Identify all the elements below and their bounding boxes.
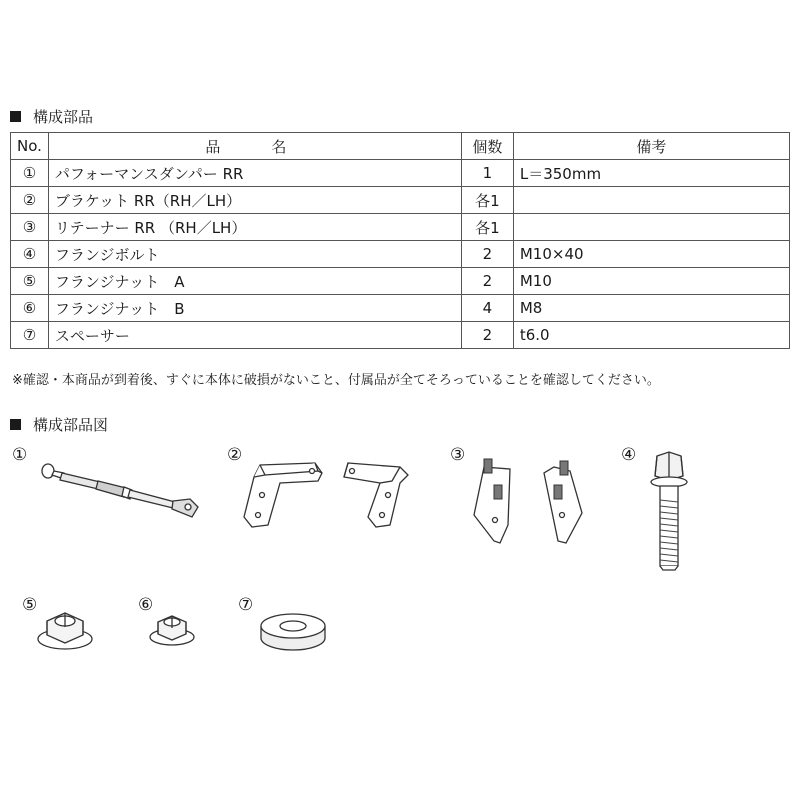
- cell-qty: 1: [461, 160, 513, 187]
- cell-no: ①: [11, 160, 49, 187]
- bolt-icon: [645, 450, 695, 575]
- cell-qty: 2: [461, 241, 513, 268]
- cell-note: [513, 187, 789, 214]
- cell-note: M10×40: [513, 241, 789, 268]
- cell-note: L＝350mm: [513, 160, 789, 187]
- header-no: No.: [11, 133, 49, 160]
- section-heading-diagram: [10, 414, 108, 435]
- header-name: 品 名: [48, 133, 461, 160]
- table-row: [11, 160, 790, 187]
- table-row: [11, 322, 790, 349]
- cell-name: フランジナット A: [48, 268, 461, 295]
- section-heading-label: 構成部品: [33, 108, 94, 126]
- damper-icon: [40, 455, 210, 535]
- part-label-4: ④: [621, 445, 637, 465]
- nut-a-icon: [35, 605, 95, 655]
- confirmation-note: ※確認・本商品が到着後、すぐに本体に破損がないこと、付属品が全てそろっていることを確認してください。: [12, 373, 660, 388]
- cell-no: ④: [11, 241, 49, 268]
- cell-name: リテーナー RR （RH／LH）: [48, 214, 461, 241]
- cell-no: ⑥: [11, 295, 49, 322]
- retainer-icon: [470, 455, 590, 550]
- cell-qty: 4: [461, 295, 513, 322]
- part-label-3: ③: [450, 445, 466, 465]
- bracket-icon: [240, 455, 420, 535]
- part-label-5: ⑤: [22, 595, 38, 615]
- cell-note: M8: [513, 295, 789, 322]
- section-heading-label: 構成部品図: [33, 416, 109, 434]
- table-row: [11, 241, 790, 268]
- cell-qty: 2: [461, 268, 513, 295]
- table-row: [11, 214, 790, 241]
- cell-qty: 各1: [461, 187, 513, 214]
- cell-name: フランジナット B: [48, 295, 461, 322]
- part-label-6: ⑥: [138, 595, 154, 615]
- cell-name: フランジボルト: [48, 241, 461, 268]
- table-row: [11, 187, 790, 214]
- square-bullet-icon: [10, 111, 21, 122]
- cell-note: M10: [513, 268, 789, 295]
- cell-name: パフォーマンスダンパー RR: [48, 160, 461, 187]
- parts-table: [10, 132, 790, 349]
- cell-name: スペーサー: [48, 322, 461, 349]
- cell-name: ブラケット RR（RH／LH）: [48, 187, 461, 214]
- square-bullet-icon: [10, 419, 21, 430]
- nut-b-icon: [148, 610, 198, 650]
- cell-no: ③: [11, 214, 49, 241]
- header-note: 備考: [513, 133, 789, 160]
- cell-no: ⑤: [11, 268, 49, 295]
- header-qty: 個数: [461, 133, 513, 160]
- section-heading-parts: [10, 106, 93, 127]
- cell-qty: 2: [461, 322, 513, 349]
- cell-note: t6.0: [513, 322, 789, 349]
- table-header-row: [11, 133, 790, 160]
- cell-no: ②: [11, 187, 49, 214]
- part-label-2: ②: [227, 445, 243, 465]
- part-label-1: ①: [12, 445, 28, 465]
- cell-note: [513, 214, 789, 241]
- cell-no: ⑦: [11, 322, 49, 349]
- part-label-7: ⑦: [238, 595, 254, 615]
- table-row: [11, 268, 790, 295]
- spacer-icon: [258, 612, 328, 658]
- cell-qty: 各1: [461, 214, 513, 241]
- table-row: [11, 295, 790, 322]
